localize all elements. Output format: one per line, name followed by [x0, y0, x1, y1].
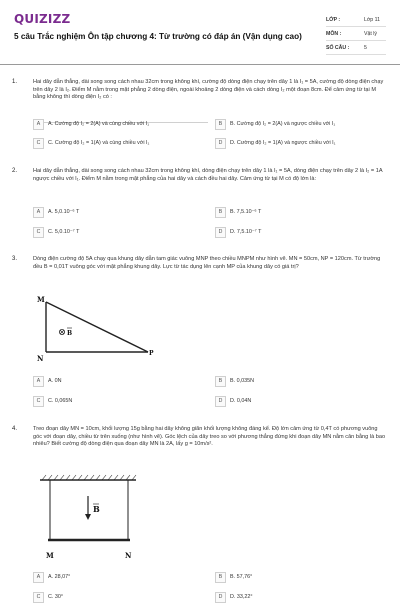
point-n-label: N	[125, 551, 132, 560]
option-c[interactable]	[33, 227, 208, 239]
question-2	[0, 168, 400, 248]
option-text: D. 7,5.10⁻⁷ T	[230, 228, 262, 235]
option-d[interactable]	[215, 138, 385, 150]
option-letter: D	[215, 592, 226, 603]
option-letter: D	[215, 396, 226, 407]
question-number: 3.	[12, 256, 18, 262]
divider	[326, 26, 386, 27]
option-b[interactable]	[215, 572, 385, 584]
question-number: 1.	[12, 79, 18, 85]
field-b-label: B	[67, 330, 73, 337]
option-letter: A	[33, 572, 44, 583]
vertex-p-label: P	[149, 350, 154, 357]
triangle-figure	[36, 292, 156, 364]
quizizz-logo: QUIZIZZ	[14, 12, 71, 26]
option-letter: C	[33, 227, 44, 238]
option-letter: C	[33, 396, 44, 407]
question-text: Treo đoạn dây MN = 10cm, khối lượng 15g bằng hai dây không giãn khối lượng không đáng kể. Độ lớn cảm ứng từ 0,4T có phương vuông góc với đoạn dây, chiều từ trên xuống (như hình vẽ). Góc lệch của dây treo so với phương thẳng đứng khi đoạn dây MN nằm cân bằng là bao nhiêu? Biết cường độ dòng điện qua đoạn dây MN là 2A, lấy g = 10m/s².	[33, 426, 386, 448]
option-letter: C	[33, 592, 44, 603]
option-text: A. 28,07°	[48, 573, 71, 580]
vertex-m-label: M	[37, 295, 45, 304]
question-text: Hai dây dẫn thẳng, dài song song cách nhau 32cm trong không khí, dòng điện chạy trên dây 1 là I₁ = 5A, dòng điện chạy trên dây 2 là I₂ = 1A ngược chiều với I₁. Điểm M nằm trong mặt phẳng của hai dây và cách đều hai dây. Cảm ứng từ tại M có độ lớn là:	[33, 168, 383, 182]
question-number: 4.	[12, 426, 18, 432]
field-b-label: B	[93, 504, 100, 514]
option-d[interactable]	[215, 396, 385, 408]
option-c[interactable]	[33, 592, 208, 604]
option-text: C. 0,065N	[48, 397, 73, 404]
option-text: D. 33,22°	[230, 593, 253, 600]
option-a[interactable]	[33, 572, 208, 584]
option-letter: B	[215, 207, 226, 218]
option-text: C. 30°	[48, 593, 64, 600]
page-title: 5 câu Trắc nghiệm Ôn tập chương 4: Từ trường có đáp án (Vận dụng cao)	[14, 32, 302, 41]
option-letter: D	[215, 138, 226, 149]
option-letter: D	[215, 227, 226, 238]
vertex-n-label: N	[37, 354, 44, 363]
option-b[interactable]	[215, 207, 385, 219]
header-divider	[0, 64, 400, 65]
question-1	[0, 79, 400, 159]
question-4	[0, 426, 400, 600]
mon-value: Vật lý	[364, 31, 377, 37]
option-b[interactable]	[215, 376, 385, 388]
page-header	[0, 0, 400, 66]
option-letter: B	[215, 376, 226, 387]
option-text: B. 57,76°	[230, 573, 253, 580]
option-letter: C	[33, 138, 44, 149]
option-letter: B	[215, 119, 226, 130]
option-text: C. Cường độ I₂ = 1(A) và cùng chiều với I₁	[48, 139, 150, 146]
option-text: A. 5,0.10⁻⁶ T	[48, 208, 80, 215]
mon-label: MÔN :	[326, 31, 342, 37]
option-b[interactable]	[215, 119, 385, 131]
question-text: Hai dây dẫn thẳng, dài song song cách nhau 32cm trong không khí, cường độ dòng điện chạy trên dây 1 là I₁ = 5A, cường độ dòng điện chạy trên dây 2 là I₂. Điểm M nằm trong mặt phẳng 2 dòng điện, ngoài khoảng 2 dòng điện và cách dòng I₂ một đoạn 8cm. Để cảm ứng từ tại M bằng không thì dòng điện I₂ có :	[33, 79, 384, 101]
option-letter: A	[33, 207, 44, 218]
option-letter: A	[33, 376, 44, 387]
option-a[interactable]	[33, 376, 208, 388]
option-text: B. Cường độ I₂ = 2(A) và ngược chiều với I₁	[230, 120, 336, 127]
point-m-label: M	[46, 551, 54, 560]
option-letter: B	[215, 572, 226, 583]
question-text: Dòng điện cường độ 5A chạy qua khung dây dẫn tam giác vuông MNP theo chiều MNPM như hình vẽ. MN = 50cm, NP = 120cm. Từ trường đều B = 0,01T vuông góc với mặt phẳng khung dây. Lực từ tác dụng lên cạnh MP của khung dây có giá trị?	[33, 256, 381, 270]
hanging-wire-figure	[36, 474, 146, 566]
option-c[interactable]	[33, 138, 208, 150]
option-text: A. Cường độ I₂ = 2(A) và cùng chiều với I₁	[48, 120, 150, 127]
option-text: B. 0,035N	[230, 377, 254, 384]
question-3	[0, 256, 400, 416]
option-a[interactable]	[33, 207, 208, 219]
lop-label: LỚP :	[326, 17, 341, 23]
option-letter: A	[33, 119, 44, 130]
socau-label: SỐ CÂU :	[326, 45, 350, 51]
lop-value: Lớp 11	[364, 17, 380, 23]
option-text: A. 0N	[48, 377, 62, 384]
option-text: D. 0,04N	[230, 397, 252, 404]
option-c[interactable]	[33, 396, 208, 408]
divider	[326, 40, 386, 41]
divider	[326, 54, 386, 55]
option-text: D. Cường độ I₂ = 1(A) và ngược chiều với I₁	[230, 139, 336, 146]
option-text: B. 7,5.10⁻⁶ T	[230, 208, 262, 215]
option-d[interactable]	[215, 227, 385, 239]
option-d[interactable]	[215, 592, 385, 604]
option-a[interactable]	[33, 119, 208, 131]
option-text: C. 5,0.10⁻⁷ T	[48, 228, 80, 235]
question-number: 2.	[12, 168, 18, 174]
socau-value: 5	[364, 45, 367, 51]
